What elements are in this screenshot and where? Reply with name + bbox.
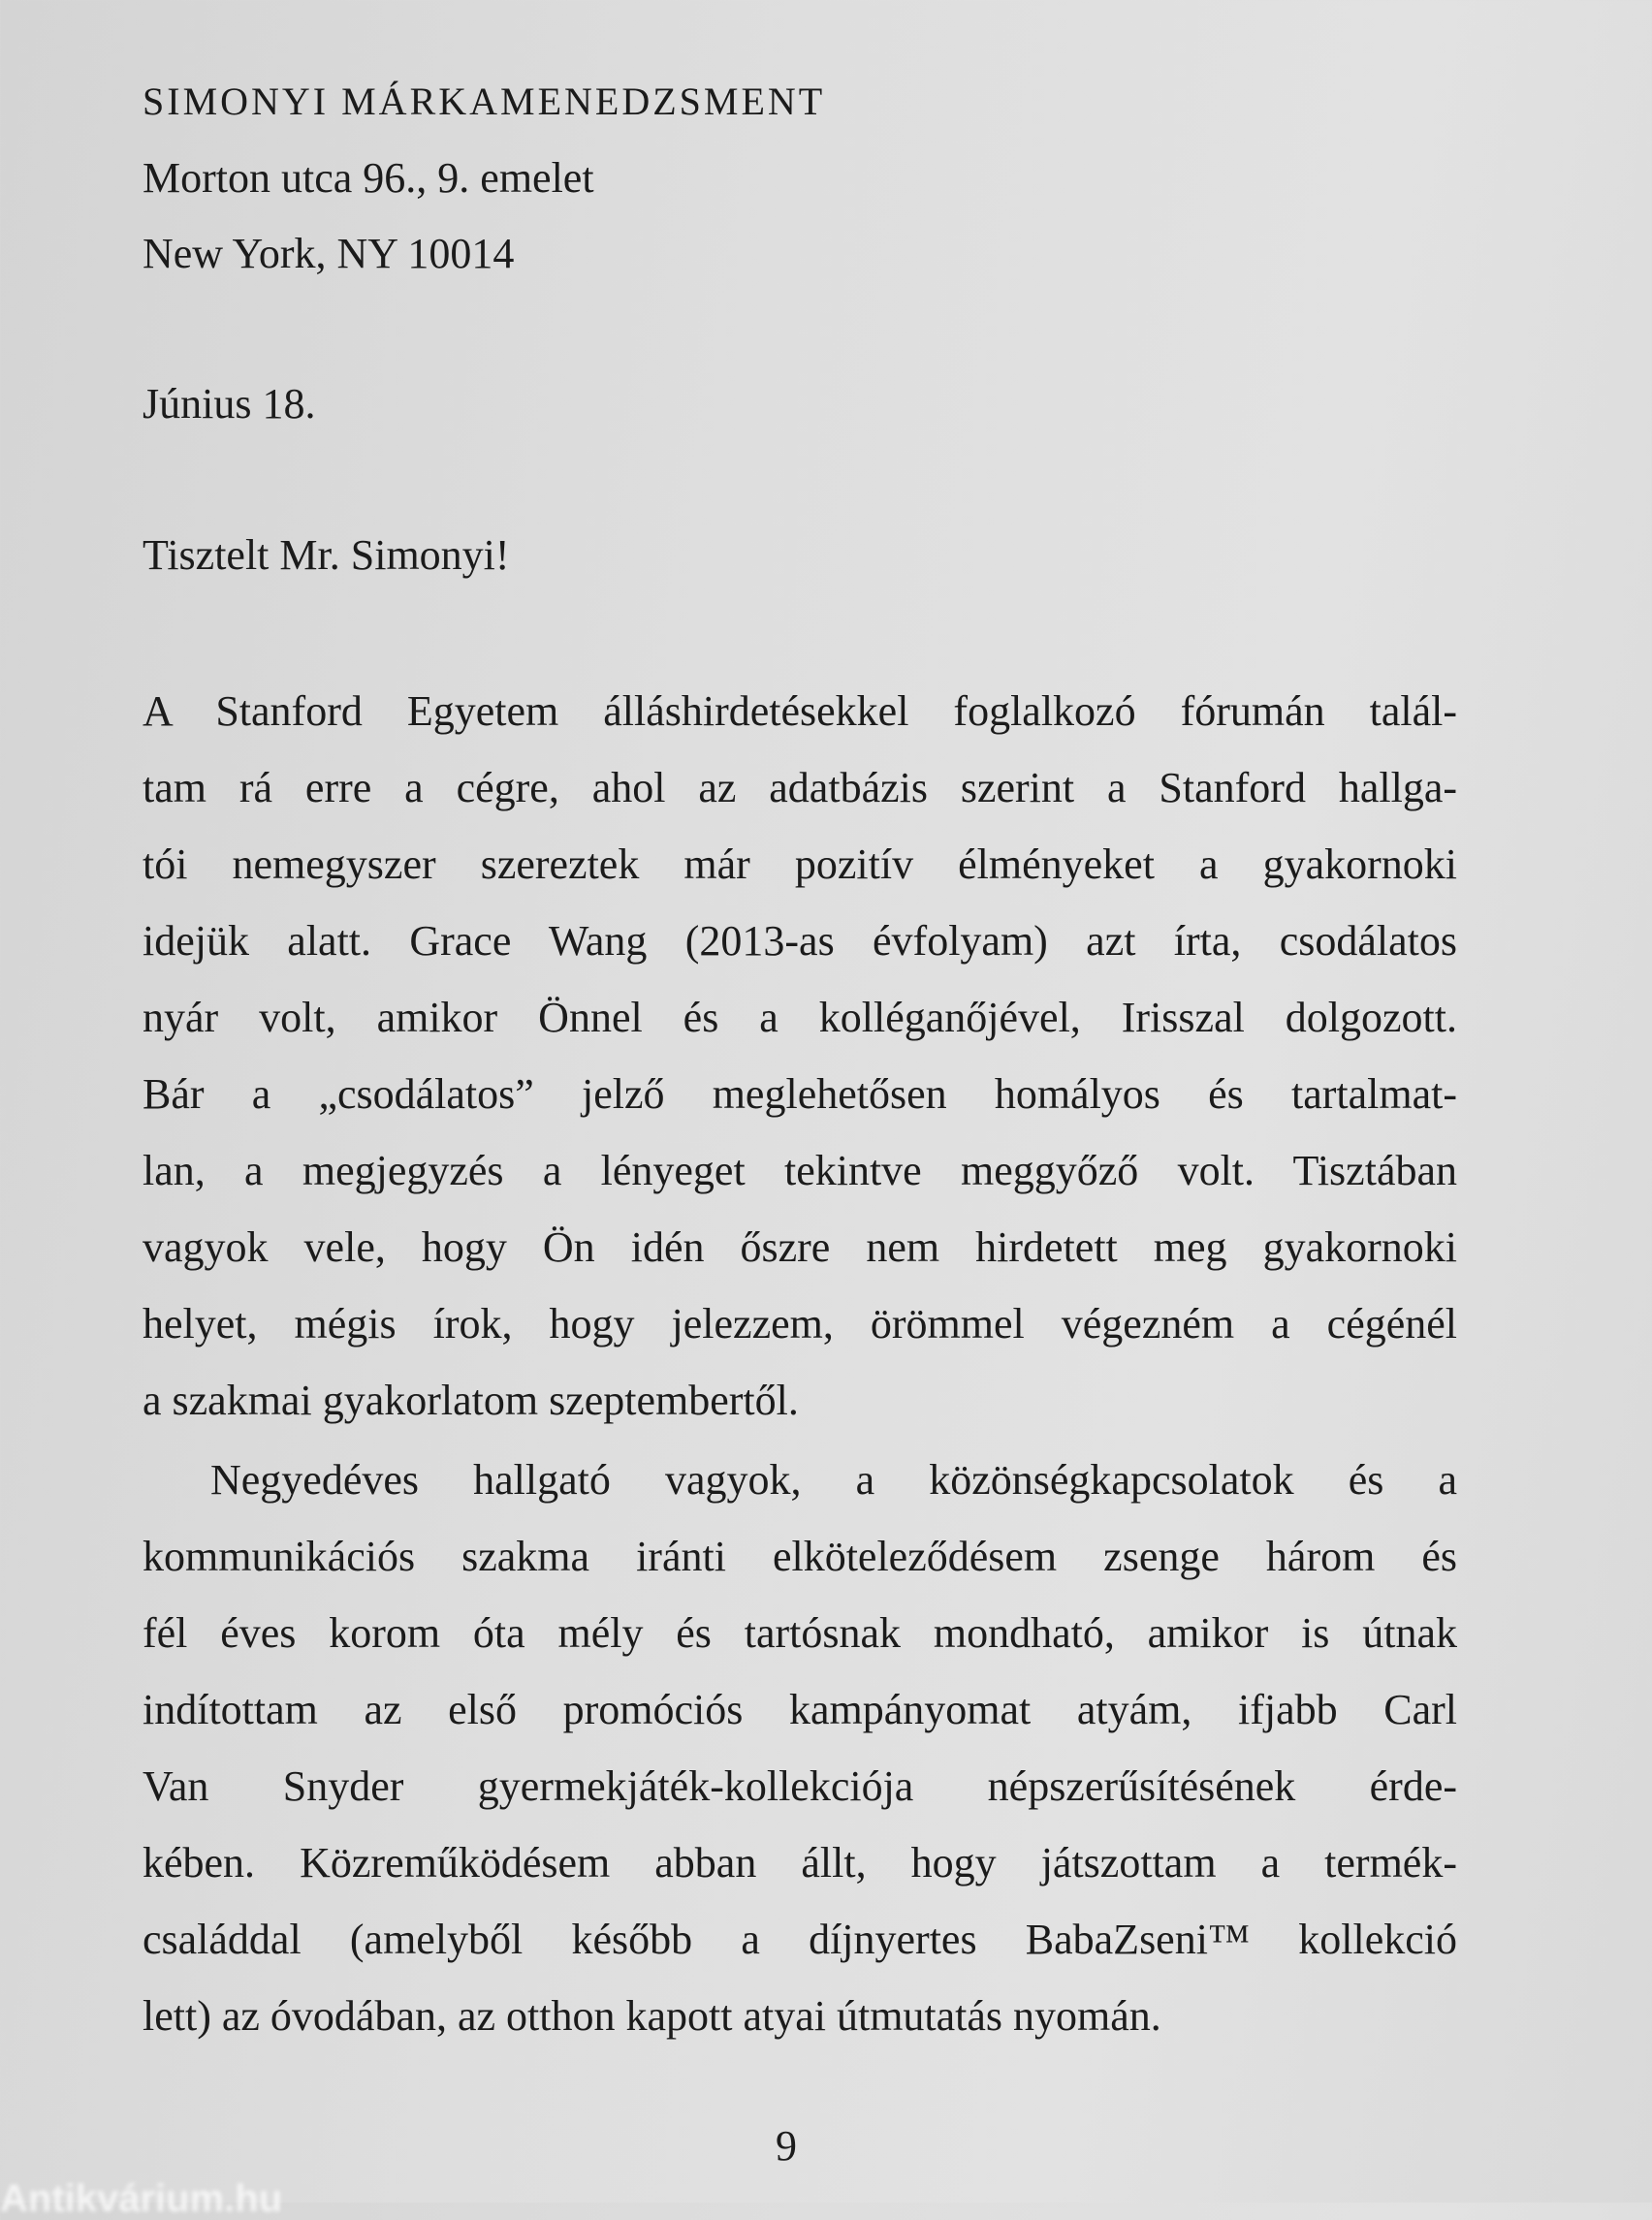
address-line-1: Morton utca 96., 9. emelet: [143, 154, 594, 202]
text-line: Bár a „csodálatos” jelző meglehetősen homályos és tartalmat-: [143, 1070, 1457, 1118]
text-line: fél éves korom óta mély és tartósnak mondható, amikor is útnak: [143, 1609, 1457, 1657]
text-line: vagyok vele, hogy Ön idén őszre nem hirdetett meg gyakornoki: [143, 1223, 1457, 1271]
page-number: 9: [776, 2122, 797, 2170]
text-line: lett) az óvodában, az otthon kapott atyai útmutatás nyomán.: [143, 1992, 1161, 2040]
letter-date: Június 18.: [143, 380, 316, 428]
watermark: Antikvárium.hu: [0, 2177, 283, 2220]
text-line: kommunikációs szakma iránti elköteleződésem zsenge három és: [143, 1533, 1457, 1580]
text-line: A Stanford Egyetem álláshirdetésekkel foglalkozó fórumán talál-: [143, 687, 1457, 735]
text-line: Negyedéves hallgató vagyok, a közönségkapcsolatok és a: [210, 1456, 1457, 1504]
text-line: indítottam az első promóciós kampányomat atyám, ifjabb Carl: [143, 1686, 1457, 1733]
text-line: Van Snyder gyermekjáték-kollekciója népszerűsítésének érde-: [143, 1762, 1457, 1810]
text-line: helyet, mégis írok, hogy jelezzem, örömmel végezném a cégénél: [143, 1300, 1457, 1348]
text-line: kében. Közreműködésem abban állt, hogy játszottam a termék-: [143, 1839, 1457, 1887]
text-line: a szakmai gyakorlatom szeptembertől.: [143, 1377, 799, 1424]
paragraph-2: [143, 1442, 1457, 2054]
text-line: tam rá erre a cégre, ahol az adatbázis szerint a Stanford hallga-: [143, 764, 1457, 811]
text-line: lan, a megjegyzés a lényeget tekintve meggyőző volt. Tisztában: [143, 1147, 1457, 1194]
text-line: tói nemegyszer szereztek már pozitív élményeket a gyakornoki: [143, 840, 1457, 888]
paragraph-1: [143, 673, 1457, 1439]
salutation: Tisztelt Mr. Simonyi!: [143, 531, 510, 579]
text-line: idejük alatt. Grace Wang (2013-as évfolyam) azt írta, csodálatos: [143, 917, 1457, 965]
company-name: SIMONYI MÁRKAMENEDZSMENT: [143, 79, 826, 123]
text-line: nyár volt, amikor Önnel és a kolléganőjével, Irisszal dolgozott.: [143, 994, 1457, 1041]
text-line: családdal (amelyből később a díjnyertes BabaZseni™ kollekció: [143, 1916, 1457, 1963]
address-line-2: New York, NY 10014: [143, 230, 515, 277]
